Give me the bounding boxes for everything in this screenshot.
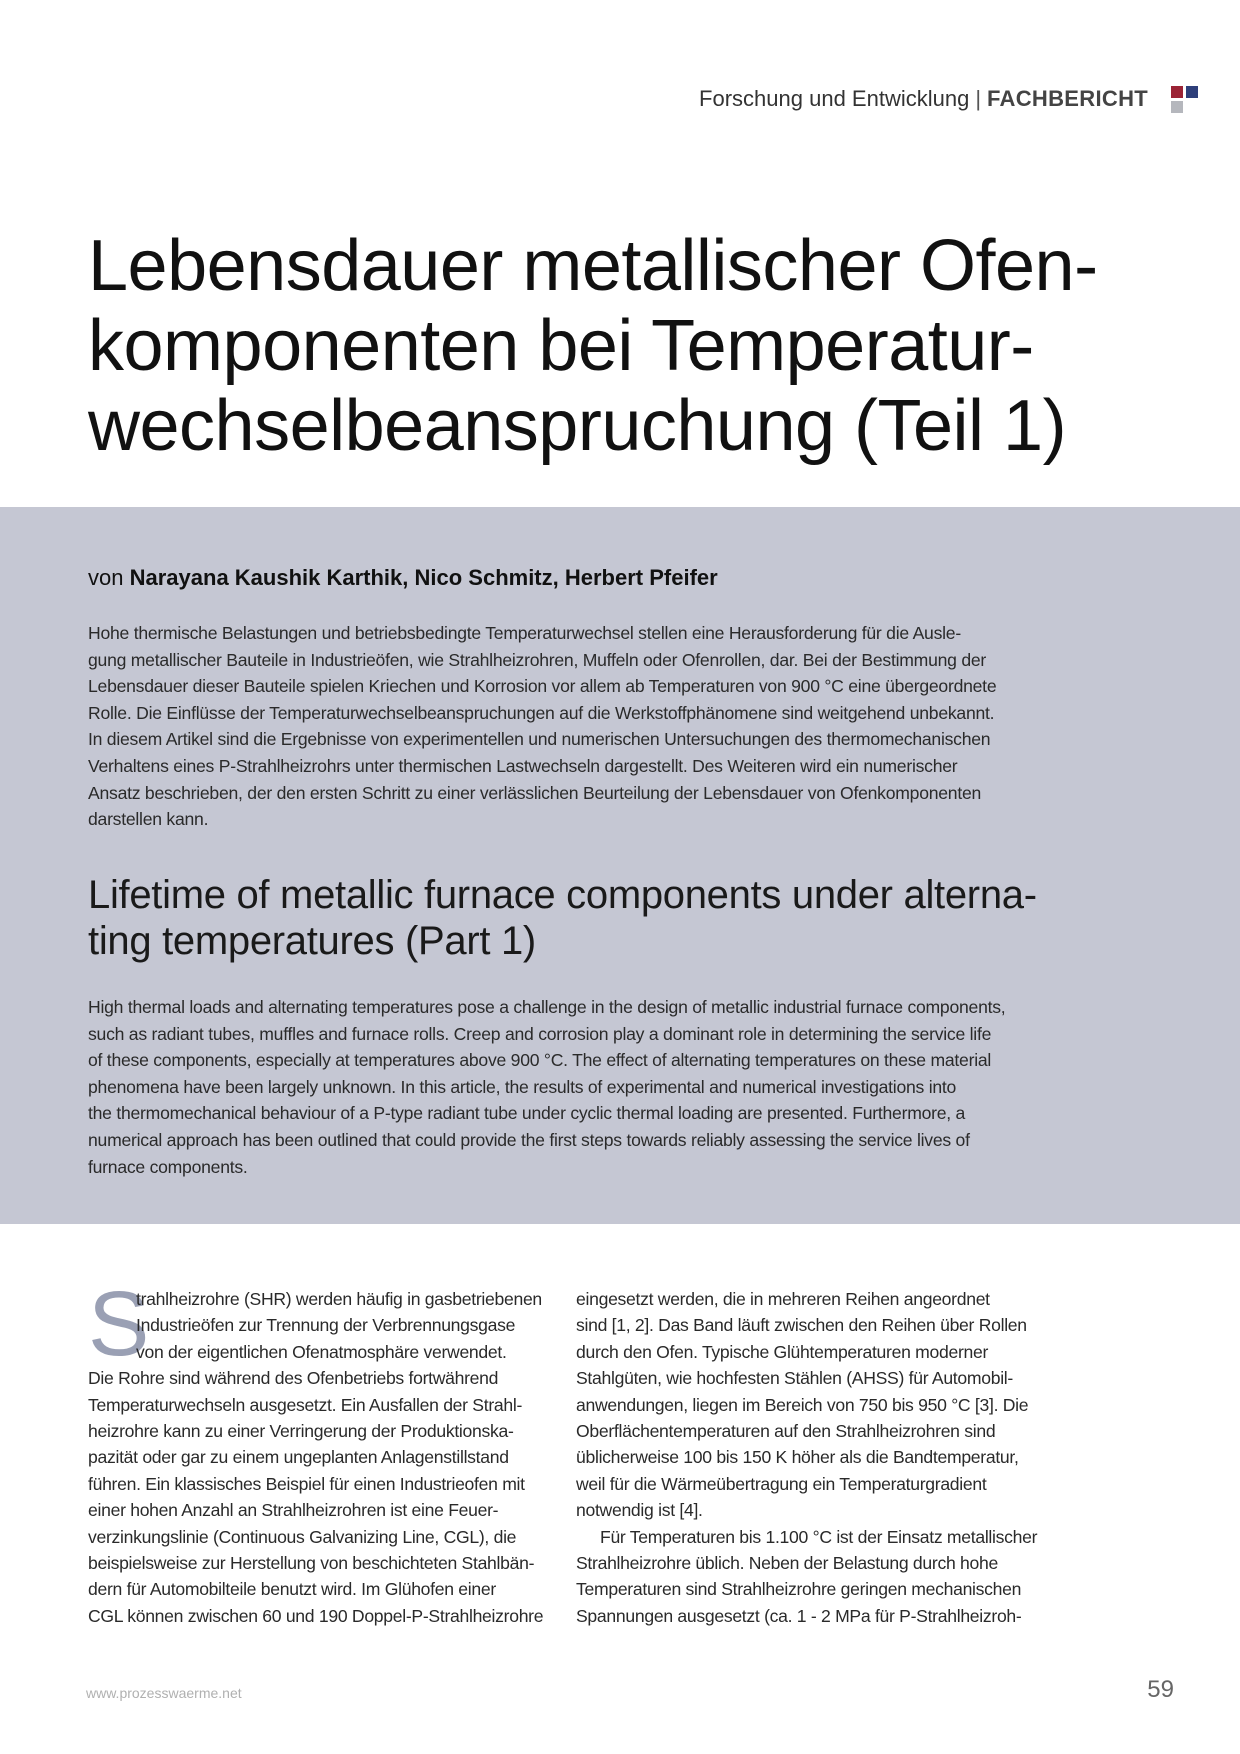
- body-line: heizrohre kann zu einer Verringerung der Produktionska-: [88, 1421, 514, 1442]
- abstract-line: gung metallischer Bauteile in Industrieöfen, wie Strahlheizrohren, Muffeln oder Ofenrollen, dar. Bei der Bestimmung der: [88, 649, 987, 670]
- body-line: Temperaturwechseln ausgesetzt. Ein Ausfallen der Strahl-: [88, 1394, 523, 1415]
- author-prefix: von: [88, 565, 124, 590]
- body-line: Industrieöfen zur Trennung der Verbrennungsgase: [136, 1315, 516, 1336]
- abstract-line: of these components, especially at temperatures above 900 °C. The effect of alternating temperatures on these material: [88, 1050, 992, 1071]
- body-line: notwendig ist [4].: [576, 1500, 703, 1521]
- body-line: dern für Automobilteile benutzt wird. Im Glühofen einer: [88, 1579, 496, 1600]
- abstract-line: High thermal loads and alternating temperatures pose a challenge in the design of metallic industrial furnace components,: [88, 997, 1006, 1017]
- abstract-line: the thermomechanical behaviour of a P-type radiant tube under cyclic thermal loading are presented. Furthermore, a: [88, 1103, 966, 1124]
- body-line: Stahlgüten, wie hochfesten Stählen (AHSS) für Automobil-: [576, 1368, 1013, 1389]
- abstract-line: Verhaltens eines P-Strahlheizrohrs unter thermischen Lastwechseln dargestellt. Des Weiteren wird ein numerischer: [88, 755, 958, 776]
- header-separator: |: [975, 86, 982, 111]
- abstract-line: Ansatz beschrieben, der den ersten Schritt zu einer verlässlichen Beurteilung der Lebensdauer von Ofenkomponenten: [88, 782, 982, 803]
- abstract-line: Hohe thermische Belastungen und betriebsbedingte Temperaturwechsel stellen eine Herausforderung für die Ausle-: [88, 623, 961, 643]
- body-line: einer hohen Anzahl an Strahlheizrohren ist eine Feuer-: [88, 1500, 499, 1521]
- abstract-english: [88, 994, 1034, 1180]
- abstract-line: Lebensdauer dieser Bauteile spielen Kriechen und Korrosion vor allem ab Temperaturen von 900 °C eine übergeordnete: [88, 676, 997, 697]
- body-line: eingesetzt werden, die in mehreren Reihen angeordnet: [576, 1289, 990, 1309]
- body-line: Die Rohre sind während des Ofenbetriebs fortwährend: [88, 1368, 499, 1389]
- body-line: Für Temperaturen bis 1.100 °C ist der Einsatz metallischer: [600, 1526, 1038, 1547]
- body-line: pazität oder gar zu einem ungeplanten Anlagenstillstand: [88, 1447, 509, 1468]
- abstract-line: such as radiant tubes, muffles and furnace rolls. Creep and corrosion play a dominant role in determining the service life: [88, 1023, 992, 1044]
- body-line: Temperaturen sind Strahlheizrohre geringen mechanischen: [576, 1579, 1022, 1600]
- abstract-line: darstellen kann.: [88, 809, 209, 830]
- abstract-line: furnace components.: [88, 1156, 248, 1177]
- body-line: trahlheizrohre (SHR) werden häufig in gasbetriebenen: [136, 1289, 542, 1309]
- abstract-line: In diesem Artikel sind die Ergebnisse von experimentellen und numerischen Untersuchungen des thermomechanischen: [88, 729, 991, 750]
- body-line: üblicherweise 100 bis 150 K höher als die Bandtemperatur,: [576, 1447, 1019, 1468]
- english-title-line: ting temperatures (Part 1): [88, 919, 536, 963]
- body-line: CGL können zwischen 60 und 190 Doppel-P-Strahlheizrohre: [88, 1605, 544, 1626]
- english-title: [88, 872, 1048, 964]
- running-header: [699, 86, 1148, 112]
- abstract-line: Rolle. Die Einflüsse der Temperaturwechselbeanspruchungen auf die Werkstoffphänomene sind weitgehend unbekannt.: [88, 702, 995, 723]
- abstract-line: numerical approach has been outlined that could provide the first steps towards reliably assessing the service lives of: [88, 1129, 970, 1150]
- abstract-german: [88, 620, 1034, 833]
- author-byline: [88, 565, 718, 591]
- body-line: verzinkungslinie (Continuous Galvanizing Line, CGL), die: [88, 1526, 517, 1547]
- body-line: Spannungen ausgesetzt (ca. 1 - 2 MPa für P-Strahlheizroh-: [576, 1605, 1022, 1626]
- abstract-line: phenomena have been largely unknown. In this article, the results of experimental and numerical investigations into: [88, 1076, 957, 1097]
- title-line: wechselbeanspruchung (Teil 1): [88, 386, 1067, 466]
- body-line: weil für die Wärmeübertragung ein Temperaturgradient: [576, 1473, 987, 1494]
- author-names: Narayana Kaushik Karthik, Nico Schmitz, Herbert Pfeifer: [129, 565, 718, 590]
- header-kind: FACHBERICHT: [987, 86, 1148, 111]
- body-line: von der eigentlichen Ofenatmosphäre verwendet.: [136, 1341, 507, 1362]
- body-line: Strahlheizrohre üblich. Neben der Belastung durch hohe: [576, 1553, 998, 1574]
- body-line: sind [1, 2]. Das Band läuft zwischen den Reihen über Rollen: [576, 1315, 1027, 1336]
- body-line: führen. Ein klassisches Beispiel für einen Industrieofen mit: [88, 1473, 525, 1494]
- body-line: durch den Ofen. Typische Glühtemperaturen moderner: [576, 1341, 989, 1362]
- title-line: Lebensdauer metallischer Ofen-: [88, 226, 1098, 306]
- drop-cap: S: [88, 1273, 150, 1375]
- body-line: beispielsweise zur Herstellung von beschichteten Stahlbän-: [88, 1553, 535, 1574]
- footer-url: www.prozesswaerme.net: [86, 1685, 242, 1701]
- body-column-left: [88, 1286, 548, 1629]
- article-title: [88, 226, 1098, 466]
- header-section: Forschung und Entwicklung: [699, 86, 970, 111]
- publisher-logo-icon: [1171, 86, 1201, 116]
- body-column-right: [576, 1286, 1036, 1629]
- title-line: komponenten bei Temperatur-: [88, 306, 1034, 386]
- body-line: anwendungen, liegen im Bereich von 750 bis 950 °C [3]. Die: [576, 1394, 1029, 1415]
- page-number: 59: [1147, 1676, 1174, 1703]
- english-title-line: Lifetime of metallic furnace components under alterna-: [88, 873, 1037, 917]
- body-line: Oberflächentemperaturen auf den Strahlheizrohren sind: [576, 1421, 996, 1442]
